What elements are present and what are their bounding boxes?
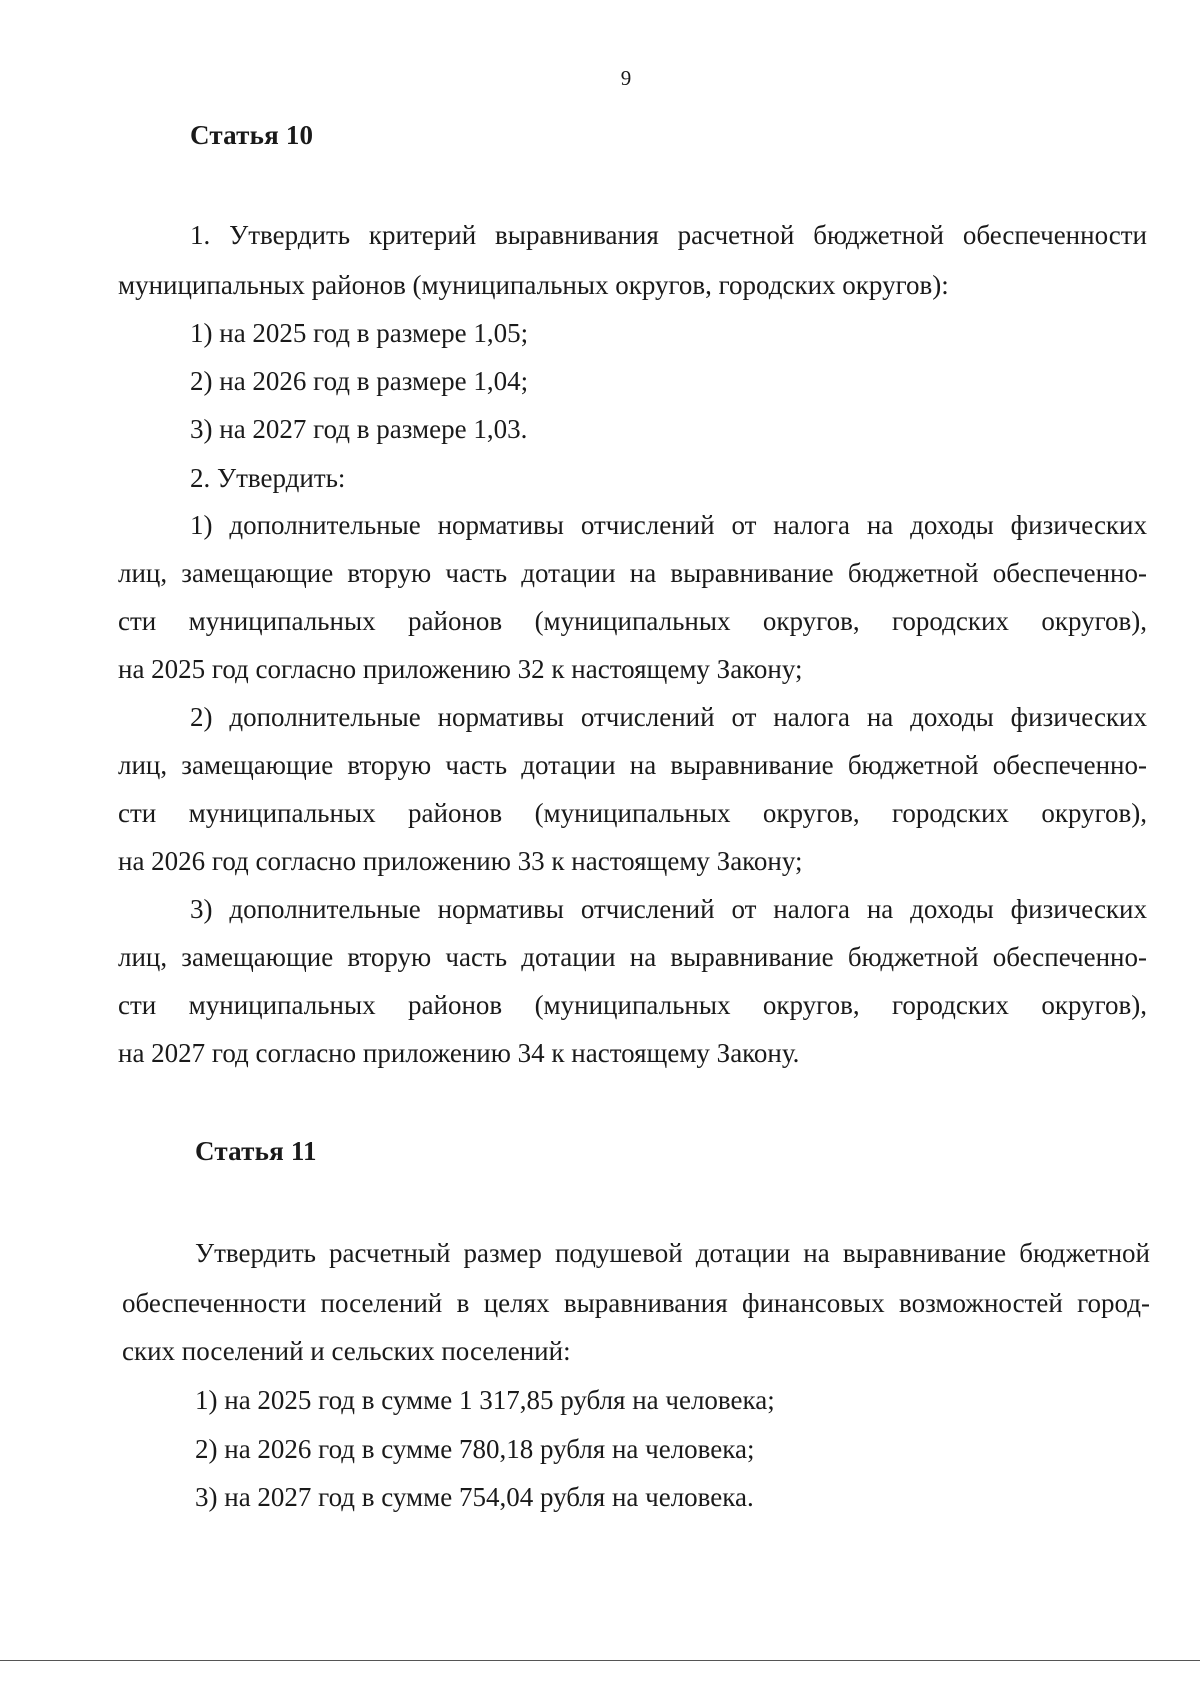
article-10-line-3: 1) на 2025 год в размере 1,05; (190, 318, 529, 348)
article-10-line-8: лиц, замещающие вторую часть дотации на выравнивание бюджетной обеспеченно- (118, 558, 1147, 588)
article-10-line-6: 2. Утвердить: (190, 463, 346, 493)
article-11-line-5: 2) на 2026 год в сумме 780,18 рубля на человека; (195, 1434, 755, 1464)
article-10-line-9: сти муниципальных районов (муниципальных округов, городских округов), (118, 606, 1147, 636)
article-10-heading: Статья 10 (190, 120, 314, 150)
article-10-line-5: 3) на 2027 год в размере 1,03. (190, 414, 528, 444)
article-10-line-1: 1. Утвердить критерий выравнивания расчетной бюджетной обеспеченности (190, 220, 1147, 250)
page-number: 9 (620, 66, 632, 90)
article-11-line-1: Утвердить расчетный размер подушевой дотации на выравнивание бюджетной (195, 1238, 1150, 1268)
article-11-line-4: 1) на 2025 год в сумме 1 317,85 рубля на человека; (195, 1385, 775, 1415)
article-10-line-12: лиц, замещающие вторую часть дотации на выравнивание бюджетной обеспеченно- (118, 750, 1147, 780)
article-10-line-15: 3) дополнительные нормативы отчислений от налога на доходы физических (190, 894, 1147, 924)
article-11-line-2: обеспеченности поселений в целях выравнивания финансовых возможностей город- (122, 1288, 1150, 1318)
article-10-line-17: сти муниципальных районов (муниципальных округов, городских округов), (118, 990, 1147, 1020)
article-11-heading: Статья 11 (195, 1136, 317, 1166)
article-10-line-13: сти муниципальных районов (муниципальных округов, городских округов), (118, 798, 1147, 828)
bottom-rule (0, 1660, 1200, 1661)
article-10-line-7: 1) дополнительные нормативы отчислений от налога на доходы физических (190, 510, 1147, 540)
article-10-line-16: лиц, замещающие вторую часть дотации на выравнивание бюджетной обеспеченно- (118, 942, 1147, 972)
article-10-line-14: на 2026 год согласно приложению 33 к настоящему Закону; (118, 846, 803, 876)
article-11-line-3: ских поселений и сельских поселений: (122, 1336, 571, 1366)
article-11-line-6: 3) на 2027 год в сумме 754,04 рубля на человека. (195, 1482, 754, 1512)
article-10-line-4: 2) на 2026 год в размере 1,04; (190, 366, 529, 396)
article-10-line-10: на 2025 год согласно приложению 32 к настоящему Закону; (118, 654, 803, 684)
article-10-line-18: на 2027 год согласно приложению 34 к настоящему Закону. (118, 1038, 800, 1068)
article-10-line-11: 2) дополнительные нормативы отчислений от налога на доходы физических (190, 702, 1147, 732)
article-10-line-2: муниципальных районов (муниципальных округов, городских округов): (118, 270, 949, 300)
